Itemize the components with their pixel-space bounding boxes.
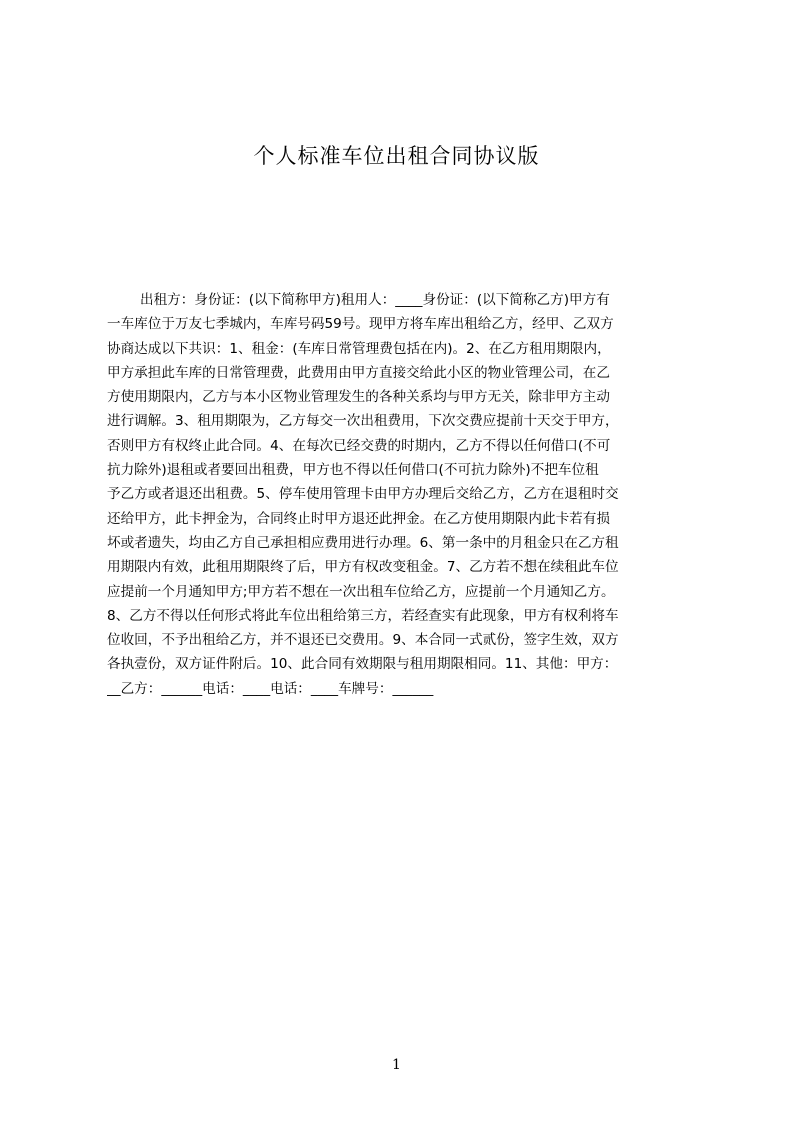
body-line-16: 各执壹份，双方证件附后。10、此合同有效期限与租用期限相同。11、其他：甲方： [107,656,618,673]
body-line-5: 方使用期限内，乙方与本小区物业管理发生的各种关系均与甲方无关，除非甲方主动 [107,389,610,406]
body-line-12: 用期限内有效，此租用期限终了后，甲方有权改变租金。7、乙方若不想在续租此车位 [107,559,619,576]
body-line-13: 应提前一个月通知甲方;甲方若不想在一次出租车位给乙方，应提前一个月通知乙方。 [107,583,615,600]
body-line-11: 坏或者遗失，均由乙方自己承担相应费用进行办理。6、第一条中的月租金只在乙方租 [107,534,619,551]
contract-body [107,288,697,758]
body-line-4: 甲方承担此车库的日常管理费，此费用由甲方直接交给此小区的物业管理公司，在乙 [107,364,610,381]
body-line-1: 出租方：身份证：(以下简称甲方)租用人：____身份证：(以下简称乙方)甲方有 [140,292,610,308]
body-line-2: 一车库位于万友七季城内，车库号码59号。现甲方将车库出租给乙方，经甲、乙双方 [107,316,614,333]
body-line-9: 予乙方或者退还出租费。5、停车使用管理卡由甲方办理后交给乙方，乙方在退租时交 [107,486,619,503]
page-number: 1 [392,1057,401,1073]
body-line-15: 位收回，不予出租给乙方，并不退还已交费用。9、本合同一式贰份，签字生效，双方 [107,632,619,649]
document-title: 个人标准车位出租合同协议版 [253,144,540,168]
body-line-7: 否则甲方有权终止此合同。4、在每次已经交费的时期内，乙方不得以任何借口(不可 [107,437,611,454]
body-line-8: 抗力除外)退租或者要回出租费，甲方也不得以任何借口(不可抗力除外)不把车位租 [107,462,599,479]
body-line-14: 8、乙方不得以任何形式将此车位出租给第三方，若经查实有此现象，甲方有权利将车 [107,607,619,624]
body-line-3: 协商达成以下共识：1、租金：(车库日常管理费包括在内)。2、在乙方租用期限内， [107,340,611,357]
body-line-10: 还给甲方，此卡押金为，合同终止时甲方退还此押金。在乙方使用期限内此卡若有损 [107,510,610,527]
body-line-17: __乙方：______电话：____电话：____车牌号：______ [107,680,434,697]
body-line-6: 进行调解。3、租用期限为，乙方每交一次出租费用，下次交费应提前十天交于甲方， [107,413,619,430]
